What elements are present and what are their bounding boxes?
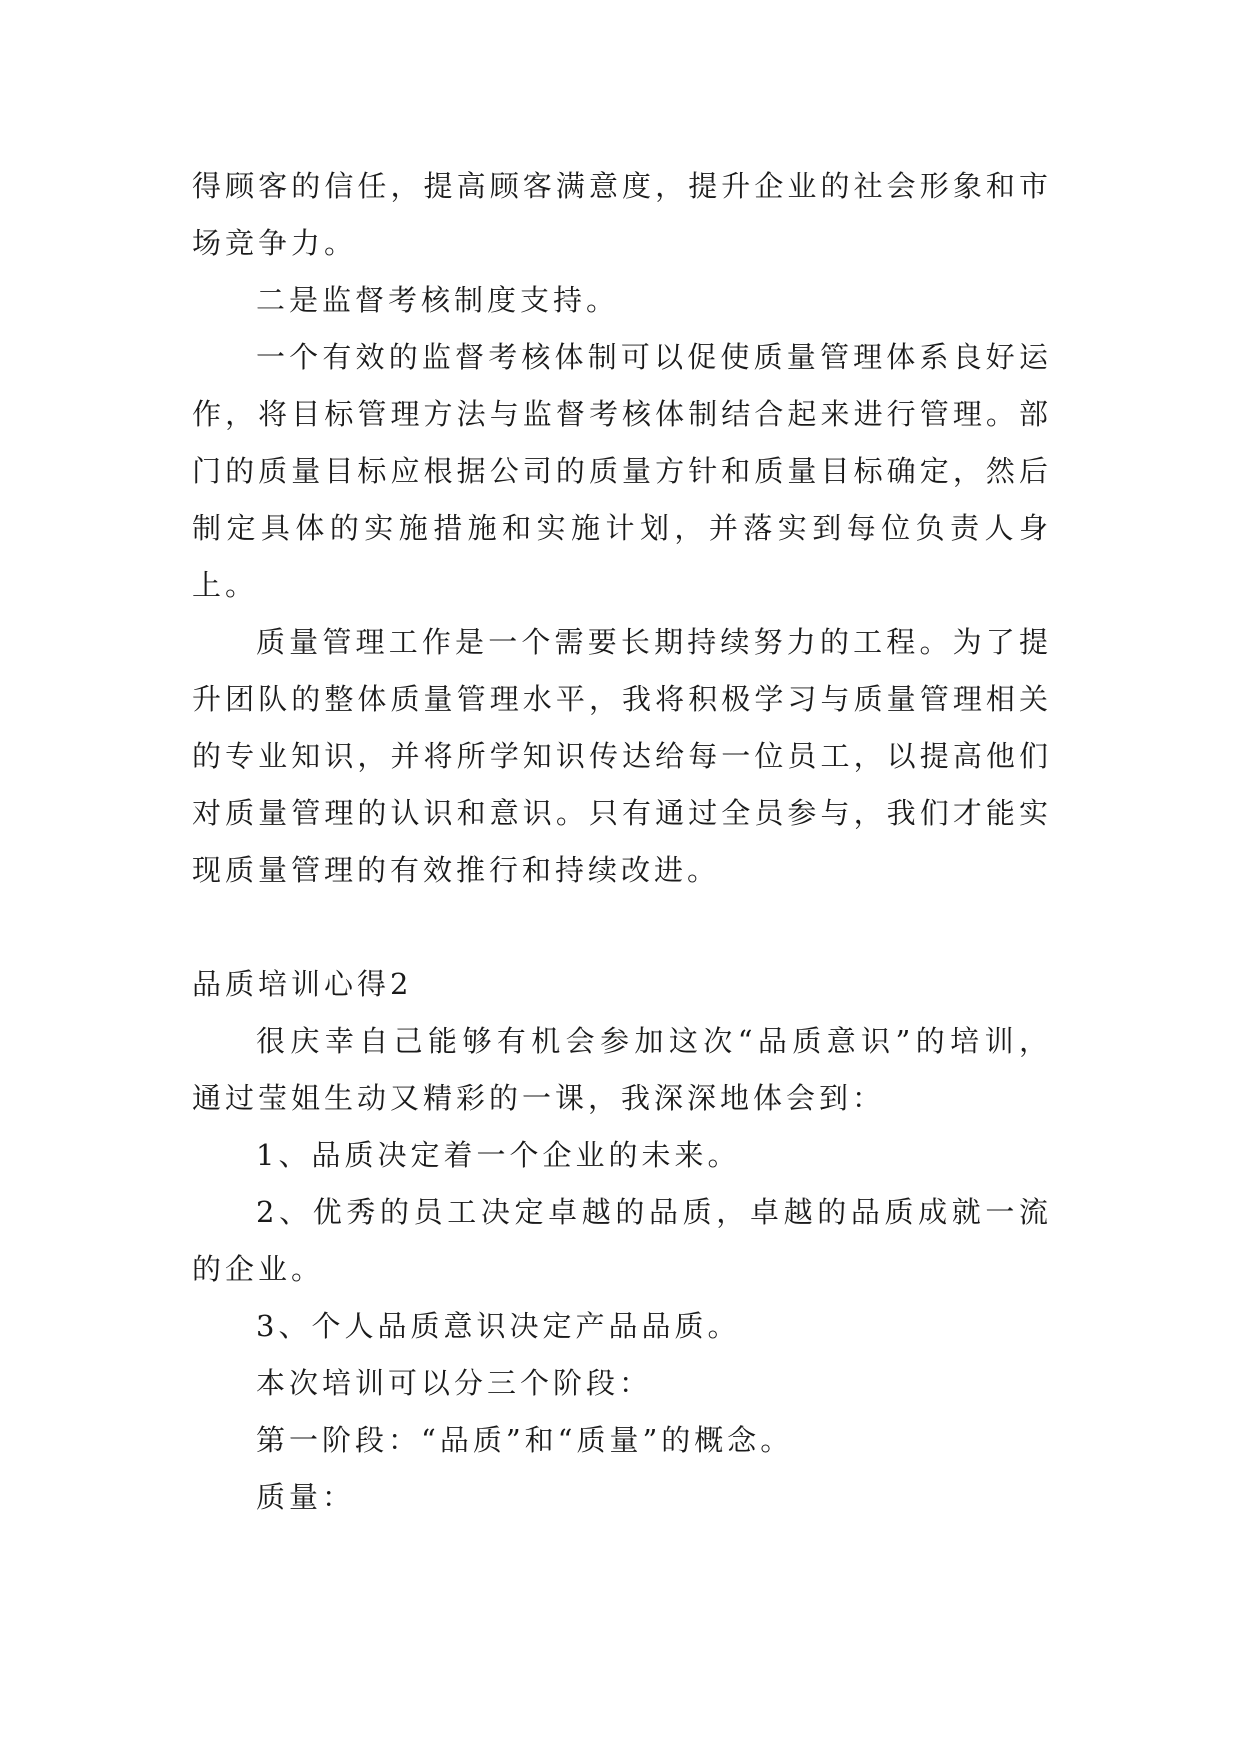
paragraph: 二是监督考核制度支持。 <box>256 283 620 317</box>
paragraph: 很庆幸自己能够有机会参加这次“品质意识”的培训，通过莹姐生动又精彩的一课，我深深地体会到： <box>192 1024 1052 1115</box>
paragraph: 质量： <box>256 1480 356 1514</box>
paragraph: 本次培训可以分三个阶段： <box>256 1366 653 1400</box>
paragraph: 一个有效的监督考核体制可以促使质量管理体系良好运作，将目标管理方法与监督考核体制结合起来进行管理。部门的质量目标应根据公司的质量方针和质量目标确定，然后制定具体的实施措施和实施计划，并落实到每位负责人身上。 <box>192 340 1052 602</box>
paragraph: 质量管理工作是一个需要长期持续努力的工程。为了提升团队的整体质量管理水平，我将积极学习与质量管理相关的专业知识，并将所学知识传达给每一位员工，以提高他们对质量管理的认识和意识。只有通过全员参与，我们才能实现质量管理的有效推行和持续改进。 <box>192 625 1052 887</box>
paragraph: 得顾客的信任，提高顾客满意度，提升企业的社会形象和市场竞争力。 <box>192 169 1052 260</box>
section-heading: 品质培训心得2 <box>192 967 413 1001</box>
document-body <box>192 158 1052 1526</box>
list-item: 2、优秀的员工决定卓越的品质，卓越的品质成就一流的企业。 <box>192 1195 1052 1286</box>
list-item: 1、品质决定着一个企业的未来。 <box>256 1138 741 1172</box>
paragraph: 第一阶段：“品质”和“质量”的概念。 <box>256 1423 794 1457</box>
list-item: 3、个人品质意识决定产品品质。 <box>256 1309 741 1343</box>
